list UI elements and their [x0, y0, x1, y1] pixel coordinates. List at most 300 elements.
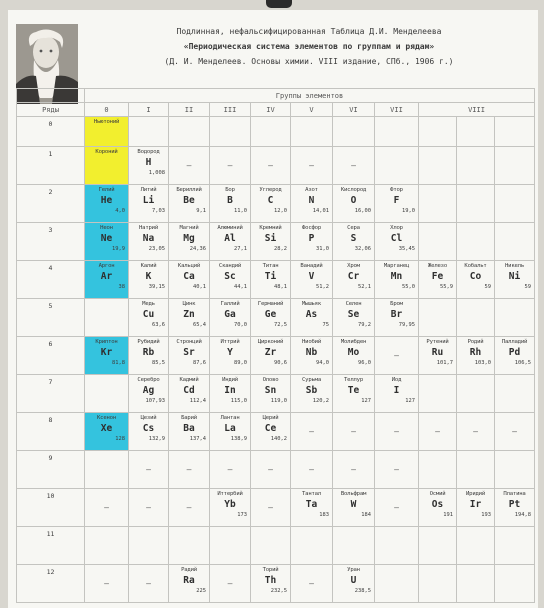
row-number: 0	[17, 117, 85, 147]
atomic-weight: 14,01	[312, 208, 329, 214]
element-cell	[333, 299, 375, 337]
dash-mark: —	[309, 161, 314, 170]
table-row	[17, 451, 535, 489]
element-name: Никель	[505, 263, 525, 269]
element-name: Ксенон	[96, 415, 116, 421]
atomic-weight: 173	[237, 512, 247, 518]
element-cell	[251, 299, 291, 337]
element-name: Бериллий	[176, 187, 202, 193]
element-name: Палладий	[501, 339, 528, 345]
element-symbol: C	[267, 195, 274, 206]
empty-element-cell	[251, 147, 291, 185]
element-symbol: Rh	[469, 347, 482, 358]
blank-cell	[333, 527, 375, 565]
element-name: Медь	[142, 301, 155, 307]
element-name: Радий	[181, 567, 197, 573]
element-symbol: Ta	[305, 499, 318, 510]
element-name: Уран	[347, 567, 360, 573]
element-name: Индий	[222, 377, 238, 383]
dash-mark: —	[104, 503, 109, 512]
element-cell	[210, 489, 251, 527]
element-symbol: Ce	[264, 423, 277, 434]
atomic-weight: 127	[405, 398, 415, 404]
element-symbol: Y	[227, 347, 233, 358]
group-header-I: I	[129, 103, 169, 117]
atomic-weight: 19,9	[112, 246, 125, 252]
table-row	[17, 489, 535, 527]
element-cell	[251, 375, 291, 413]
row-number: 6	[17, 337, 85, 375]
element-symbol: U	[350, 575, 357, 586]
element-cell	[375, 375, 419, 413]
element-symbol: Ge	[264, 309, 277, 320]
atomic-weight: 85,5	[152, 360, 165, 366]
element-symbol: Ne	[100, 233, 113, 244]
element-cell	[291, 489, 333, 527]
blank-cell	[419, 223, 457, 261]
blank-cell	[495, 565, 535, 603]
table-row	[17, 337, 535, 375]
header-line-1: Подлинная, нефальсифицированная Таблица Д.И. Менделеева	[176, 27, 442, 36]
atomic-weight: 9,1	[196, 208, 206, 214]
element-cell	[85, 337, 129, 375]
blank-cell	[85, 527, 129, 565]
atomic-weight: 238,5	[354, 588, 371, 594]
element-symbol: F	[393, 195, 400, 206]
element-symbol: Ni	[508, 271, 521, 282]
group-header-VII: VII	[375, 103, 419, 117]
element-cell	[419, 261, 457, 299]
dash-mark: —	[268, 465, 273, 474]
element-cell	[85, 147, 129, 185]
blank-cell	[457, 185, 495, 223]
empty-element-cell	[210, 147, 251, 185]
element-symbol: S	[350, 233, 357, 244]
element-symbol: Cs	[142, 423, 155, 434]
element-cell	[169, 413, 210, 451]
element-cell	[210, 261, 251, 299]
atomic-weight: 65,4	[193, 322, 206, 328]
header-line-3: (Д. И. Менделеев. Основы химии. VIII издание, СПб., 1906 г.)	[164, 57, 454, 66]
empty-element-cell	[85, 565, 129, 603]
element-cell	[210, 413, 251, 451]
element-cell	[210, 299, 251, 337]
element-name: Иттербий	[217, 491, 243, 497]
element-cell	[333, 375, 375, 413]
rows-label: Ряды	[17, 103, 85, 117]
element-name: Церий	[262, 415, 279, 421]
atomic-weight	[85, 170, 128, 176]
groups-title: Группы элементов	[85, 89, 535, 103]
element-name: Бром	[390, 301, 403, 307]
atomic-weight: 87,6	[193, 360, 206, 366]
element-symbol	[85, 157, 128, 168]
empty-element-cell	[169, 451, 210, 489]
blank-cell	[495, 185, 535, 223]
element-name: Марганец	[383, 263, 410, 269]
element-cell	[85, 223, 129, 261]
blank-cell	[375, 147, 419, 185]
element-name: Бор	[225, 187, 235, 193]
dash-mark: —	[394, 465, 399, 474]
atomic-weight: 1,008	[148, 170, 165, 176]
element-cell	[169, 223, 210, 261]
element-symbol: W	[350, 499, 357, 510]
atomic-weight: 48,1	[274, 284, 287, 290]
element-symbol: Yb	[224, 499, 236, 510]
atomic-weight: 107,93	[145, 398, 165, 404]
element-symbol: Co	[469, 271, 482, 282]
blank-cell	[419, 299, 457, 337]
atomic-weight: 24,36	[189, 246, 206, 252]
element-cell	[375, 185, 419, 223]
dash-mark: —	[309, 465, 314, 474]
element-name: Гелий	[98, 187, 115, 193]
element-cell	[375, 261, 419, 299]
row-number: 1	[17, 147, 85, 185]
blank-cell	[419, 375, 457, 413]
element-cell	[169, 565, 210, 603]
element-symbol: Sn	[264, 385, 277, 396]
atomic-weight: 16,00	[354, 208, 371, 214]
dash-mark: —	[394, 351, 399, 360]
element-symbol: Ir	[469, 499, 482, 510]
blank-cell	[419, 451, 457, 489]
atomic-weight: 70,0	[234, 322, 247, 328]
element-cell	[210, 337, 251, 375]
element-symbol: Xe	[100, 423, 113, 434]
element-symbol: In	[224, 385, 236, 396]
blank-cell	[85, 375, 129, 413]
element-symbol: Ru	[431, 347, 444, 358]
element-name: Олово	[262, 377, 279, 383]
element-symbol: V	[308, 271, 315, 282]
element-symbol: P	[308, 233, 315, 244]
empty-element-cell	[419, 413, 457, 451]
blank-cell	[495, 299, 535, 337]
element-cell	[333, 223, 375, 261]
element-symbol: Li	[142, 195, 155, 206]
atomic-weight: 101,7	[436, 360, 453, 366]
table-row	[17, 565, 535, 603]
element-cell	[85, 413, 129, 451]
element-symbol: Zr	[264, 347, 277, 358]
element-symbol: Sc	[224, 271, 236, 282]
empty-element-cell	[495, 413, 535, 451]
element-name: Алюминий	[217, 225, 243, 231]
element-cell	[169, 261, 210, 299]
empty-element-cell	[333, 413, 375, 451]
row-number: 8	[17, 413, 85, 451]
row-number: 4	[17, 261, 85, 299]
element-symbol: Te	[347, 385, 360, 396]
atomic-weight: 120,2	[312, 398, 329, 404]
element-name: Фосфор	[301, 225, 321, 231]
element-cell	[375, 299, 419, 337]
atomic-weight: 94,0	[316, 360, 329, 366]
atomic-weight: 90,6	[274, 360, 287, 366]
element-symbol: Zn	[183, 309, 195, 320]
element-name: Вольфрам	[340, 491, 367, 497]
document-page	[8, 10, 538, 608]
element-name: Иод	[391, 377, 402, 383]
empty-element-cell	[375, 489, 419, 527]
row-number: 11	[17, 527, 85, 565]
table-row	[17, 261, 535, 299]
element-cell	[419, 489, 457, 527]
element-name: Азот	[305, 187, 318, 193]
group-header-0: 0	[85, 103, 129, 117]
atomic-weight: 89,0	[234, 360, 247, 366]
dash-mark: —	[309, 427, 314, 436]
atomic-weight: 138,9	[230, 436, 247, 442]
element-cell	[457, 489, 495, 527]
element-symbol	[85, 127, 128, 138]
empty-element-cell	[129, 451, 169, 489]
element-symbol: Pd	[508, 347, 521, 358]
dash-mark: —	[227, 465, 233, 474]
row-number: 3	[17, 223, 85, 261]
element-cell	[129, 299, 169, 337]
atomic-weight: 19,0	[402, 208, 415, 214]
element-cell	[129, 413, 169, 451]
element-cell	[251, 413, 291, 451]
atomic-weight: 96,0	[358, 360, 371, 366]
element-name: Платина	[503, 491, 526, 497]
element-cell	[85, 117, 129, 147]
atomic-weight: 191	[443, 512, 453, 518]
element-name: Германий	[257, 301, 284, 307]
atomic-weight: 55,9	[440, 284, 453, 290]
blank-cell	[419, 117, 457, 147]
group-header-III: III	[210, 103, 251, 117]
element-symbol: Br	[390, 309, 403, 320]
element-cell	[129, 375, 169, 413]
atomic-weight: 194,8	[514, 512, 532, 518]
element-cell	[333, 185, 375, 223]
empty-element-cell	[251, 489, 291, 527]
blank-cell	[457, 527, 495, 565]
element-cell	[251, 565, 291, 603]
atomic-weight: 75	[322, 322, 329, 328]
atomic-weight: 59	[484, 284, 491, 290]
blank-cell	[457, 147, 495, 185]
blank-cell	[457, 223, 495, 261]
element-name: Цезий	[140, 415, 157, 421]
group-header-II: II	[169, 103, 210, 117]
element-name: Кислород	[340, 187, 367, 193]
element-cell	[291, 261, 333, 299]
atomic-weight: 44,1	[234, 284, 247, 290]
empty-element-cell	[210, 565, 251, 603]
element-cell	[129, 337, 169, 375]
blank-cell	[419, 147, 457, 185]
blank-cell	[169, 527, 210, 565]
blank-cell	[129, 527, 169, 565]
atomic-weight: 38	[118, 284, 125, 290]
group-header-IV: IV	[251, 103, 291, 117]
dash-mark: —	[186, 465, 192, 474]
blank-cell	[419, 565, 457, 603]
element-cell	[291, 185, 333, 223]
empty-element-cell	[210, 451, 251, 489]
empty-element-cell	[85, 489, 129, 527]
group-header-row	[17, 103, 535, 117]
atomic-weight: 132,9	[148, 436, 165, 442]
element-name: Аргон	[98, 263, 115, 269]
element-symbol: Ag	[142, 385, 155, 396]
element-name: Железо	[427, 263, 447, 269]
element-symbol: Pt	[508, 499, 521, 510]
atomic-weight: 112,4	[189, 398, 206, 404]
element-cell	[333, 489, 375, 527]
header-line-2	[86, 39, 532, 54]
row-number: 5	[17, 299, 85, 337]
atomic-weight: 128	[115, 436, 125, 442]
element-cell	[169, 185, 210, 223]
element-cell	[251, 223, 291, 261]
atomic-weight: 140,2	[270, 436, 287, 442]
element-name: Ниобий	[301, 339, 321, 345]
element-symbol: I	[393, 385, 400, 396]
atomic-weight: 127	[361, 398, 371, 404]
empty-element-cell	[251, 451, 291, 489]
atomic-weight: 27,1	[234, 246, 247, 252]
atomic-weight: 183	[319, 512, 329, 518]
blank-cell	[457, 117, 495, 147]
element-symbol: Na	[142, 233, 155, 244]
atomic-weight: 23,05	[148, 246, 165, 252]
table-row	[17, 527, 535, 565]
element-cell	[333, 261, 375, 299]
atomic-weight: 11,0	[234, 208, 247, 214]
element-name: Кобальт	[464, 263, 487, 269]
element-symbol: Th	[264, 575, 277, 586]
element-symbol: Nb	[305, 347, 318, 358]
element-name: Селен	[345, 301, 362, 307]
blank-cell	[85, 299, 129, 337]
element-cell	[85, 261, 129, 299]
row-number: 9	[17, 451, 85, 489]
element-symbol: La	[224, 423, 236, 434]
empty-element-cell	[333, 451, 375, 489]
empty-element-cell	[375, 451, 419, 489]
row-number: 10	[17, 489, 85, 527]
blank-cell	[495, 527, 535, 565]
element-cell	[251, 337, 291, 375]
atomic-weight: 79,95	[398, 322, 415, 328]
element-name: Литий	[140, 187, 157, 193]
element-name: Калий	[140, 263, 157, 269]
element-name: Теллур	[343, 377, 363, 383]
atomic-weight: 59	[524, 284, 532, 290]
element-cell	[129, 185, 169, 223]
blank-cell	[495, 375, 535, 413]
blank-cell	[210, 527, 251, 565]
element-name: Сурьма	[301, 377, 321, 383]
atomic-weight: 7,03	[152, 208, 165, 214]
atomic-weight: 193	[481, 512, 491, 518]
groups-title-row	[17, 89, 535, 103]
element-cell	[375, 223, 419, 261]
element-symbol: Mg	[183, 233, 195, 244]
element-symbol: Ra	[183, 575, 195, 586]
element-cell	[495, 261, 535, 299]
group-header-VI: VI	[333, 103, 375, 117]
empty-element-cell	[375, 413, 419, 451]
element-symbol: Ti	[264, 271, 277, 282]
element-symbol: Ba	[183, 423, 195, 434]
empty-element-cell	[375, 337, 419, 375]
atomic-weight: 55,0	[402, 284, 415, 290]
dash-mark: —	[186, 161, 192, 170]
blank-cell	[169, 117, 210, 147]
element-name: Рутений	[426, 339, 449, 345]
element-name: Иридий	[465, 491, 485, 497]
table-row	[17, 223, 535, 261]
element-cell	[333, 565, 375, 603]
blank-cell	[457, 565, 495, 603]
element-name: Цинк	[182, 301, 196, 307]
element-name: Осмий	[429, 491, 446, 497]
dash-mark: —	[351, 161, 356, 170]
periodic-table	[16, 88, 535, 603]
element-symbol: Al	[224, 233, 236, 244]
element-name: Хлор	[390, 225, 403, 231]
element-name: Иттрий	[220, 339, 240, 345]
element-cell	[251, 261, 291, 299]
element-cell	[169, 299, 210, 337]
element-cell	[333, 337, 375, 375]
element-symbol: Mn	[390, 271, 403, 282]
element-cell	[169, 375, 210, 413]
empty-element-cell	[291, 451, 333, 489]
element-cell	[129, 223, 169, 261]
element-name: Ньютоний	[93, 119, 120, 125]
empty-element-cell	[291, 413, 333, 451]
element-name: Кадмий	[179, 377, 199, 383]
dash-mark: —	[227, 161, 233, 170]
element-name: Магний	[179, 225, 199, 231]
element-name: Кальций	[177, 263, 201, 269]
blank-cell	[291, 117, 333, 147]
atomic-weight: 225	[196, 588, 206, 594]
blank-cell	[210, 117, 251, 147]
element-symbol: Cu	[142, 309, 155, 320]
atomic-weight: 184	[361, 512, 371, 518]
element-name: Тантал	[301, 491, 321, 497]
element-cell	[210, 375, 251, 413]
element-symbol: O	[350, 195, 357, 206]
atomic-weight: 32,06	[354, 246, 371, 252]
empty-element-cell	[169, 147, 210, 185]
atomic-weight: 79,2	[358, 322, 371, 328]
element-symbol: Ca	[183, 271, 195, 282]
element-symbol: Cr	[347, 271, 360, 282]
blank-cell	[375, 117, 419, 147]
dash-mark: —	[146, 579, 151, 588]
element-symbol: K	[145, 271, 152, 282]
blank-cell	[375, 565, 419, 603]
dash-mark: —	[268, 161, 273, 170]
atomic-weight: 52,1	[358, 284, 371, 290]
element-name: Серебро	[137, 377, 160, 383]
element-cell	[169, 337, 210, 375]
atomic-weight: 12,0	[274, 208, 287, 214]
empty-element-cell	[169, 489, 210, 527]
row-number: 2	[17, 185, 85, 223]
element-cell	[129, 261, 169, 299]
